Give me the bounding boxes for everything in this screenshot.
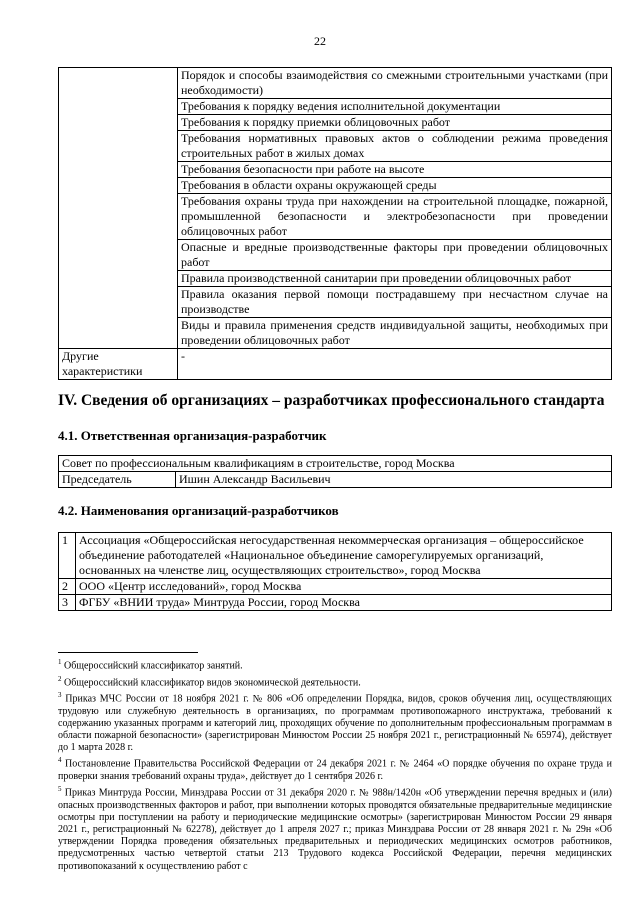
table-row [59, 68, 612, 99]
requirements-table [58, 67, 612, 380]
footnote [58, 673, 612, 690]
requirement-item: Требования нормативных правовых актов о соблюдении режима проведения строительных работ в жилых домах [178, 131, 612, 162]
section-title: IV. Сведения об организациях – разработчиках профессионального стандарта [58, 392, 605, 409]
developers-heading: 4.2. Наименования организаций-разработчиков [58, 503, 339, 518]
responsible-heading: 4.1. Ответственная организация-разработчик [58, 428, 327, 443]
table-row [59, 595, 612, 611]
requirement-item: Требования охраны труда при нахождении на строительной площадке, пожарной, промышленной безопасности и электробезопасности при проведении облицовочных работ [178, 194, 612, 240]
footnote [58, 783, 612, 873]
footnote [58, 754, 612, 783]
footnote-text: Приказ МЧС России от 18 ноября 2021 г. № 806 «Об определении Порядка, видов, сроков обучения лиц, осуществляющих трудовую или служебную деятельность в организациях, по программам противопожарного инструктажа, требований к содержанию указанных программ и категорий лиц, проходящих обучение по дополнительным профессиональным программам в области пожарной безопасности» (зарегистрирован Минюстом России 25 ноября 2021 г., регистрационный № 65974), действует до 1 марта 2028 г. [58, 693, 612, 754]
requirement-item: Требования к порядку приемки облицовочных работ [178, 115, 612, 131]
footnote-mark: 3 [58, 691, 62, 700]
footnote-text: Постановление Правительства Российской Федерации от 24 декабря 2021 г. № 2464 «О порядке обучения по охране труда и проверки знания требований охраны труда», действует до 1 сентября 2026 г. [58, 758, 612, 782]
row-label: Другие характеристики [59, 349, 178, 380]
footnote-separator [58, 652, 198, 653]
footnote-text: Приказ Минтруда России, Минздрава России от 31 декабря 2020 г. № 988н/1420н «Об утверждении перечня вредных и (или) опасных производственных факторов и работ, при выполнении которых проводятся обязательные предварительные медицинские осмотры при поступлении на работу и периодические медицинские осмотры» (зарегистрирован Минюстом России 29 января 2021 г., регистрационный № 62278), действует до 1 апреля 2027 г.; приказ Минздрава России от 28 января 2021 г. № 29н «Об утверждении Порядка проведения обязательных предварительных и периодических медицинских осмотров работников, предусмотренных частью четвертой статьи 213 Трудового кодекса Российской Федерации, перечня медицинских противопоказаний к осуществлению работ с [58, 787, 612, 872]
footnote-mark: 4 [58, 756, 62, 765]
requirement-item: Требования в области охраны окружающей среды [178, 178, 612, 194]
footnotes [58, 656, 612, 873]
table-row [59, 472, 612, 488]
footnote [58, 656, 612, 673]
footnote-mark: 5 [58, 785, 62, 794]
org-name: Ассоциация «Общероссийская негосударственная некоммерческая организация – общероссийское объединение работодателей «Национальное объединение саморегулируемых организаций, основанных на членстве лиц, осуществляющих строительство», город Москва [76, 533, 612, 579]
requirement-item: Правила производственной санитарии при проведении облицовочных работ [178, 271, 612, 287]
requirement-item: Виды и правила применения средств индивидуальной защиты, необходимых при проведении облицовочных работ [178, 318, 612, 349]
table-row [59, 579, 612, 595]
developers-table [58, 532, 612, 611]
responsible-person: Ишин Александр Васильевич [176, 472, 612, 488]
requirement-item: Правила оказания первой помощи пострадавшему при несчастном случае на производстве [178, 287, 612, 318]
requirement-item: - [178, 349, 612, 380]
responsible-org: Совет по профессиональным квалификациям в строительстве, город Москва [59, 456, 612, 472]
footnote-mark: 2 [58, 674, 62, 683]
requirement-item: Требования к порядку ведения исполнительной документации [178, 99, 612, 115]
row-label [59, 68, 178, 349]
table-row [59, 456, 612, 472]
footnote-text: Общероссийский классификатор видов экономической деятельности. [61, 676, 361, 688]
org-number: 2 [59, 579, 76, 595]
org-name: ФГБУ «ВНИИ труда» Минтруда России, город Москва [76, 595, 612, 611]
table-row [59, 349, 612, 380]
table-row [59, 533, 612, 579]
org-number: 3 [59, 595, 76, 611]
org-name: ООО «Центр исследований», город Москва [76, 579, 612, 595]
requirement-item: Порядок и способы взаимодействия со смежными строительными участками (при необходимости) [178, 68, 612, 99]
responsible-role: Председатель [59, 472, 176, 488]
footnote-mark: 1 [58, 658, 62, 666]
footnote-text: Общероссийский классификатор занятий. [61, 660, 243, 672]
responsible-table [58, 455, 612, 488]
page-number: 22 [314, 34, 326, 48]
requirement-item: Опасные и вредные производственные факторы при проведении облицовочных работ [178, 240, 612, 271]
org-number: 1 [59, 533, 76, 579]
requirement-item: Требования безопасности при работе на высоте [178, 162, 612, 178]
footnote [58, 689, 612, 754]
